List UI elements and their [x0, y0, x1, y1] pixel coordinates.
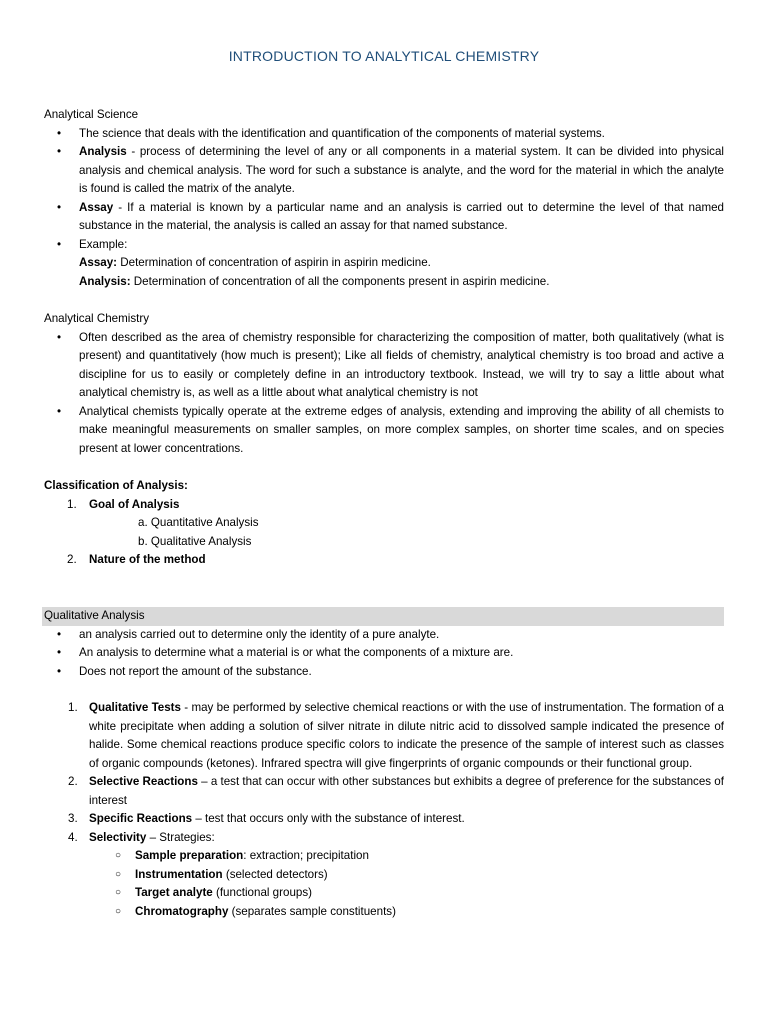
term: Selectivity — [89, 830, 147, 844]
list-item — [44, 626, 724, 645]
definition: Determination of concentration of aspirin in aspirin medicine. — [117, 256, 431, 269]
term: Chromatography — [135, 904, 229, 918]
bullet-icon: • — [57, 664, 62, 678]
definition: (functional groups) — [212, 886, 312, 899]
bullet-icon: • — [57, 145, 62, 158]
item-number: 1. — [67, 497, 77, 511]
term: Target analyte — [135, 886, 213, 899]
item-number: 2. — [68, 775, 78, 788]
term: Assay: — [79, 256, 118, 269]
term: Assay — [79, 200, 114, 214]
circle-bullet-icon: ○ — [115, 905, 122, 917]
term: Sample preparation — [135, 849, 244, 862]
definition: - If a material is known by a particular name and an analysis is carried out to determine the level of that named substance in the material, the analysis is called an assay for that named substance. — [79, 200, 724, 232]
section-analytical-science — [44, 106, 724, 291]
term: Selective Reactions — [89, 775, 198, 788]
circle-bullet-icon: ○ — [115, 868, 122, 880]
circle-bullet-icon: ○ — [115, 850, 122, 861]
list-item — [44, 829, 724, 848]
bullet-icon: • — [57, 404, 62, 418]
section-classification — [44, 477, 724, 570]
bullet-icon: • — [57, 646, 62, 659]
bullet-text: Often described as the area of chemistry responsible for characterizing the composition of matter, both qualitatively (what is present) and quantitatively (how much is present); Like all fields of chemistry, analytical chemistry is too broad and active a discipline for us to easily or completely define in an introductory textbook. Instead, we will try to say a little about what analytical chemistry is, as well as a little about what analytical chemistry is not — [79, 330, 724, 399]
list-item — [44, 810, 724, 829]
list-item — [44, 403, 724, 459]
list-item — [44, 773, 724, 810]
item-number: 4. — [68, 830, 78, 844]
item-number: 3. — [68, 812, 78, 825]
definition: – Strategies: — [146, 830, 215, 844]
definition: - may be performed by selective chemical reactions or with the use of instrumentation. The formation of a white precipitate when adding a solution of silver nitrate in dilute nitric acid to dissolved sample indicated the presence of halide. Some chemical reactions produce specific colors to indicate the presence of the sample of interest such as classes of organic compounds (ketones). Infrared spectra will give fingerprints of organic compounds or their functional group. — [89, 701, 724, 770]
section-heading: Analytical Chemistry — [44, 312, 150, 325]
term: Qualitative Tests — [89, 701, 181, 714]
list-item — [44, 903, 724, 922]
item-number: 2. — [67, 553, 77, 566]
list-item — [44, 847, 724, 866]
bullet-icon: • — [57, 237, 62, 251]
list-item — [44, 329, 724, 403]
definition: – test that occurs only with the substance of interest. — [192, 812, 465, 825]
bullet-text: Does not report the amount of the substance. — [79, 664, 312, 678]
list-item — [44, 125, 724, 144]
bullet-text: an analysis carried out to determine only the identity of a pure analyte. — [79, 627, 440, 641]
example-line — [44, 254, 724, 273]
list-item — [44, 551, 724, 570]
bullet-text — [79, 143, 724, 199]
example-line — [44, 273, 724, 292]
term: Analysis: — [79, 274, 131, 288]
list-item — [44, 199, 724, 236]
list-item — [44, 663, 724, 682]
definition: – a test that can occur with other substances but exhibits a degree of preference for the substances of interest — [89, 775, 724, 807]
section-heading: Qualitative Analysis — [42, 607, 724, 626]
definition: (selected detectors) — [222, 867, 328, 881]
bullet-icon: • — [57, 627, 62, 641]
term: Instrumentation — [135, 867, 223, 881]
item-text: Goal of Analysis — [89, 497, 180, 511]
list-item — [44, 699, 724, 773]
section-heading: Analytical Science — [44, 108, 139, 121]
bullet-text: Analytical chemists typically operate at the extreme edges of analysis, extending and improving the ability of all chemists to make meaningful measurements on smaller samples, on more complex samples, on shorter time scales, and on species present at lower concentrations. — [79, 404, 724, 455]
document-title: INTRODUCTION TO ANALYTICAL CHEMISTRY — [228, 48, 540, 64]
list-item — [44, 496, 724, 515]
list-item — [44, 143, 724, 199]
term: Specific Reactions — [89, 812, 193, 825]
item-number: 1. — [68, 701, 78, 714]
circle-bullet-icon: ○ — [115, 887, 122, 898]
list-item — [44, 644, 724, 663]
list-item — [44, 884, 724, 903]
bullet-icon: • — [57, 200, 62, 214]
section-qualitative-analysis — [44, 607, 724, 921]
definition: (separates sample constituents) — [228, 904, 396, 918]
bullet-text: An analysis to determine what a material is or what the components of a mixture are. — [79, 646, 514, 659]
bullet-text — [79, 199, 724, 236]
sub-item: a. Quantitative Analysis — [138, 516, 259, 529]
bullet-icon: • — [57, 330, 62, 344]
section-heading: Classification of Analysis: — [44, 479, 188, 492]
list-item — [44, 236, 724, 255]
definition: : extraction; precipitation — [243, 849, 369, 862]
definition: - process of determining the level of any or all components in a material system. It can be divided into physical analysis and chemical analysis. The word for such a substance is analyte, and the word for the material in which the analyte is found is called the matrix of the analyte. — [79, 145, 724, 195]
definition: Determination of concentration of all the components present in aspirin medicine. — [130, 274, 550, 288]
sub-item: b. Qualitative Analysis — [138, 534, 252, 548]
item-text: Nature of the method — [89, 553, 206, 566]
bullet-text: Example: — [79, 237, 128, 251]
term: Analysis — [79, 145, 127, 158]
bullet-text: The science that deals with the identification and quantification of the components of material systems. — [79, 126, 605, 140]
section-analytical-chemistry — [44, 310, 724, 458]
bullet-icon: • — [57, 126, 62, 140]
list-item — [44, 866, 724, 885]
